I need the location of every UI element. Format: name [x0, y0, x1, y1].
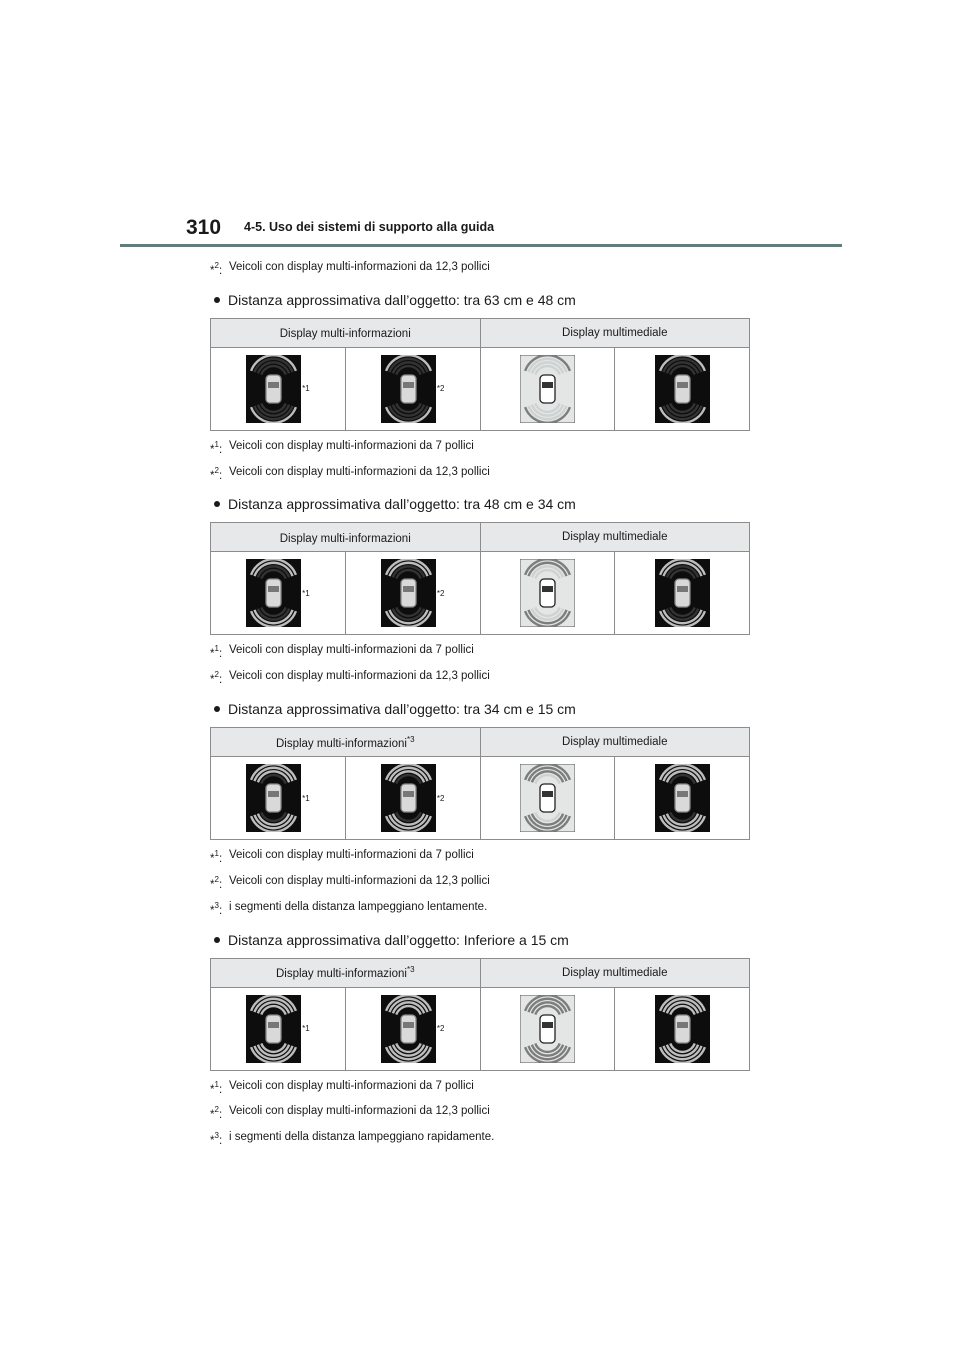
sections-container — [210, 292, 750, 1148]
cell-mid-7in — [211, 347, 346, 430]
sensor-multimedia-light-image — [520, 559, 575, 627]
distance-section — [210, 701, 750, 917]
footnote-marker: *1 — [302, 588, 310, 598]
section-title: 4-5. Uso dei sistemi di supporto alla guida — [244, 220, 495, 234]
section-heading — [210, 292, 750, 308]
distance-section — [210, 292, 750, 483]
cell-mid-12in — [345, 552, 480, 635]
footnote: *$^1$: Veicoli con display multi-informazioni da 7 pollici — [210, 849, 474, 865]
display-table — [210, 318, 750, 431]
cell-multimedia-light — [480, 987, 615, 1070]
sensor-display-12in-image — [381, 764, 436, 832]
section-heading — [210, 701, 750, 717]
sensor-display-7in-image — [246, 764, 301, 832]
header-rule — [120, 244, 842, 247]
sensor-display-7in-image — [246, 995, 301, 1063]
column-header-multimedia: Display multimediale — [480, 523, 750, 552]
sensor-display-7in-image — [246, 559, 301, 627]
cell-mid-12in — [345, 987, 480, 1070]
section-heading-text: Distanza approssimativa dall’oggetto: tra 63 cm e 48 cm — [228, 291, 576, 308]
sensor-multimedia-dark-image — [655, 355, 710, 423]
sensor-multimedia-light-image — [520, 355, 575, 423]
column-header-multi-info: Display multi-informazioni — [211, 318, 481, 347]
cell-multimedia-light — [480, 757, 615, 840]
footnote: *$^2$: Veicoli con display multi-informazioni da 12,3 pollici — [210, 261, 490, 277]
table-row — [211, 757, 750, 840]
footnote-marker: *1 — [302, 1024, 310, 1034]
bullet-icon — [214, 706, 220, 712]
sensor-multimedia-light-image — [520, 764, 575, 832]
footnote: *$^3$: i segmenti della distanza lampeggiano rapidamente. — [210, 1131, 495, 1148]
footnote-marker: *1 — [302, 793, 310, 803]
display-table — [210, 522, 750, 635]
cell-mid-7in — [211, 552, 346, 635]
display-table — [210, 958, 750, 1071]
cell-mid-7in — [211, 757, 346, 840]
column-header-multimedia: Display multimediale — [480, 958, 750, 987]
table-header-row — [211, 318, 750, 347]
cell-mid-7in — [211, 987, 346, 1070]
table-header-row — [211, 728, 750, 757]
footnote: *$^1$: Veicoli con display multi-informazioni da 7 pollici — [210, 1079, 474, 1096]
table-row — [211, 347, 750, 430]
footnote: *$^1$: Veicoli con display multi-informazioni da 7 pollici — [210, 439, 474, 456]
distance-section — [210, 932, 750, 1148]
section-heading-text: Distanza approssimativa dall’oggetto: Inferiore a 15 cm — [228, 931, 569, 948]
bullet-icon — [214, 297, 220, 303]
footnote-marker: *2 — [436, 384, 445, 394]
sensor-display-12in-image — [381, 995, 436, 1063]
section-heading — [210, 932, 750, 948]
cell-multimedia-dark — [615, 757, 750, 840]
footnote: *$^2$: Veicoli con display multi-informazioni da 12,3 pollici — [210, 670, 490, 687]
footnote-marker: *2 — [436, 793, 445, 803]
table-header-row — [211, 958, 750, 987]
column-header-multi-info: Display multi-informazioni$^{*3}$ — [211, 958, 481, 987]
sensor-multimedia-dark-image — [655, 764, 710, 832]
footnote: *$^2$: Veicoli con display multi-informazioni da 12,3 pollici — [210, 465, 490, 482]
cell-mid-12in — [345, 757, 480, 840]
column-header-multimedia: Display multimediale — [480, 728, 750, 757]
page-number: 310 — [186, 216, 222, 239]
sensor-display-7in-image — [246, 355, 301, 423]
cell-multimedia-light — [480, 552, 615, 635]
table-header-row — [211, 523, 750, 552]
table-row — [211, 987, 750, 1070]
cell-multimedia-dark — [615, 347, 750, 430]
footnote: *$^3$: i segmenti della distanza lampeggiano lentamente. — [210, 900, 488, 917]
footnote-marker: *2 — [436, 1024, 445, 1034]
sensor-display-12in-image — [381, 559, 436, 627]
sensor-multimedia-dark-image — [655, 559, 710, 627]
sensor-display-12in-image — [381, 355, 436, 423]
sensor-multimedia-dark-image — [655, 995, 710, 1063]
column-header-multimedia: Display multimediale — [480, 318, 750, 347]
section-heading — [210, 496, 750, 512]
page-content — [210, 252, 750, 1148]
bullet-icon — [214, 937, 220, 943]
section-heading-text: Distanza approssimativa dall’oggetto: tra 34 cm e 15 cm — [228, 701, 576, 718]
footnote: *$^1$: Veicoli con display multi-informazioni da 7 pollici — [210, 644, 474, 661]
footnote-marker: *2 — [436, 588, 445, 598]
cell-multimedia-light — [480, 347, 615, 430]
section-heading-text: Distanza approssimativa dall’oggetto: tra 48 cm e 34 cm — [228, 496, 576, 513]
distance-section — [210, 496, 750, 687]
display-table — [210, 727, 750, 840]
cell-multimedia-dark — [615, 987, 750, 1070]
sensor-multimedia-light-image — [520, 995, 575, 1063]
footnote: *$^2$: Veicoli con display multi-informazioni da 12,3 pollici — [210, 874, 490, 891]
bullet-icon — [214, 501, 220, 507]
column-header-multi-info: Display multi-informazioni — [211, 523, 481, 552]
column-header-multi-info: Display multi-informazioni$^{*3}$ — [211, 728, 481, 757]
table-row — [211, 552, 750, 635]
footnote: *$^2$: Veicoli con display multi-informazioni da 12,3 pollici — [210, 1105, 490, 1122]
cell-mid-12in — [345, 347, 480, 430]
cell-multimedia-dark — [615, 552, 750, 635]
footnote-marker: *1 — [302, 384, 310, 394]
